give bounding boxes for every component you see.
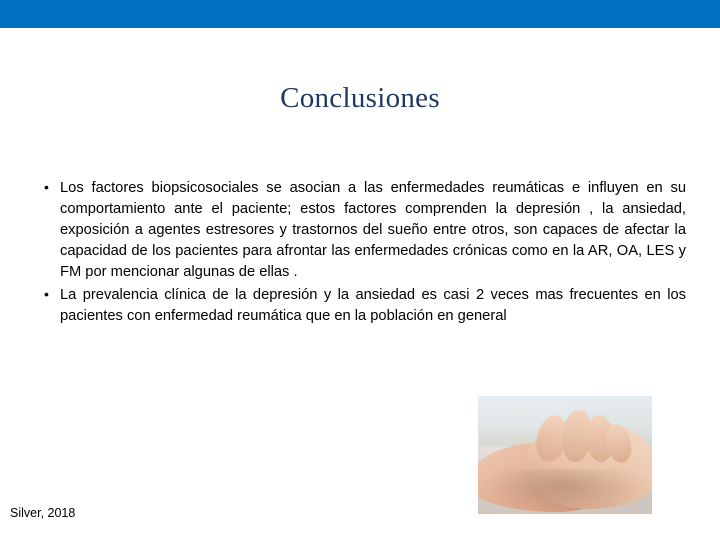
list-item: • La prevalencia clínica de la depresión y la ansiedad es casi 2 veces mas frecuentes en los pacientes con enfermedad reumática que en la población en general xyxy=(38,285,686,327)
list-item: • Los factores biopsicosociales se asocian a las enfermedades reumáticas e influyen en su comportamiento ante el paciente; estos factores comprenden la depresión , la ansiedad, exposición a agentes estresores y trastornos del sueño entre otros, son capaces de afectar la capacidad de los pacientes para afrontar las enfermedades crónicas como en la AR, OA, LES y FM por mencionar algunas de ellas . xyxy=(38,178,686,283)
source-citation: Silver, 2018 xyxy=(10,506,76,520)
photo-shadow xyxy=(481,469,648,511)
top-accent-bar xyxy=(0,0,720,28)
hands-photo xyxy=(478,396,652,514)
bullet-list xyxy=(38,178,686,327)
body-content xyxy=(38,178,686,329)
page-title: Conclusiones xyxy=(280,82,440,114)
